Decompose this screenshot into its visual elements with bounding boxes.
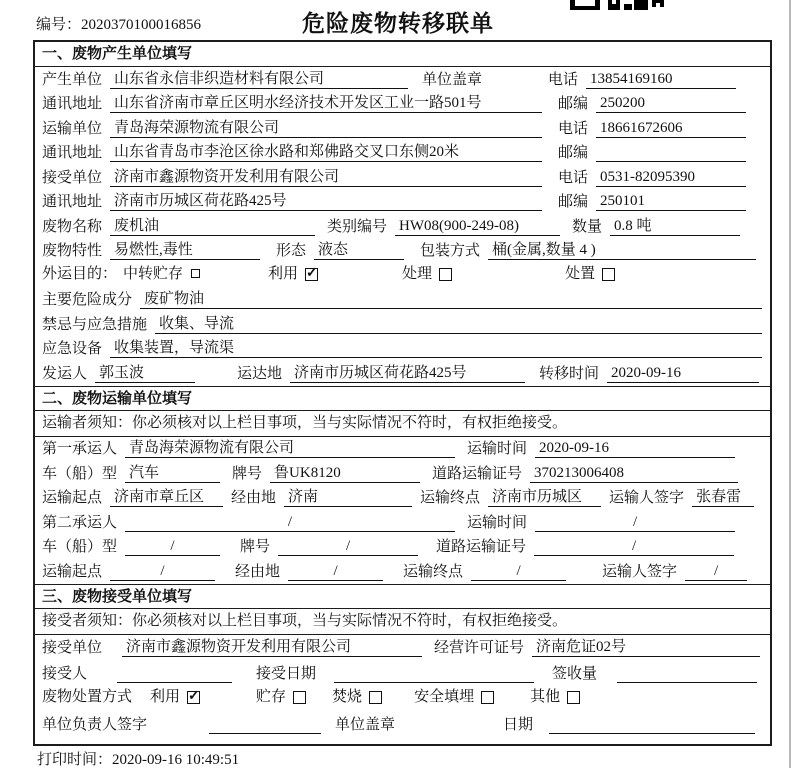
plate1-value: 鲁UK8120 bbox=[270, 464, 420, 483]
quantity-label: 数量 bbox=[572, 218, 603, 235]
producer-label: 产生单位 bbox=[42, 71, 103, 88]
waste-name-label: 废物名称 bbox=[42, 218, 103, 235]
phone1-label: 电话 bbox=[548, 71, 579, 88]
phone3-label: 电话 bbox=[558, 169, 589, 186]
disposal-label: 废物处置方式 bbox=[42, 688, 133, 705]
via2-value: / bbox=[288, 562, 383, 581]
category-value: HW08(900-249-08) bbox=[395, 217, 560, 236]
vehicle1-value: 汽车 bbox=[125, 464, 220, 483]
accept-unit-value: 济南市鑫源物资开发利用有限公司 bbox=[122, 638, 422, 657]
disposal-option-store-label: 贮存 bbox=[256, 688, 287, 705]
checkbox-unchecked-icon bbox=[293, 691, 306, 704]
phone1-value: 13854169160 bbox=[586, 70, 736, 89]
disposal-option-incinerate-label: 焚烧 bbox=[332, 688, 363, 705]
purpose-label: 外运目的： bbox=[42, 265, 118, 282]
origin1-label: 运输起点 bbox=[42, 490, 103, 506]
quantity-value: 0.8 吨 bbox=[610, 217, 740, 236]
transport-purpose-row bbox=[35, 263, 770, 288]
unit-seal2-label: 单位盖章 bbox=[335, 716, 396, 733]
responsible-sign-label: 单位负责人签字 bbox=[42, 716, 148, 733]
shipper-row bbox=[35, 361, 770, 386]
vehicle2-row bbox=[35, 535, 770, 560]
receiver-address-row bbox=[35, 190, 770, 215]
sign1-value: 张春雷 bbox=[692, 488, 754, 507]
disposal-method-row bbox=[35, 686, 770, 712]
license2-value: / bbox=[534, 537, 734, 556]
sign1-label: 运输人签字 bbox=[609, 490, 685, 506]
second-carrier-row bbox=[35, 510, 770, 535]
vehicle2-value: / bbox=[125, 537, 220, 556]
receiver-label: 接受单位 bbox=[42, 169, 103, 186]
plate2-label: 牌号 bbox=[240, 539, 271, 555]
producer-value: 山东省永信非织造材料有限公司 bbox=[110, 70, 408, 89]
purpose-option-storage-label: 中转贮存 bbox=[123, 265, 184, 282]
addr1-label: 通讯地址 bbox=[42, 96, 103, 112]
acceptor-row bbox=[35, 660, 770, 686]
end2-label: 运输终点 bbox=[403, 563, 464, 580]
hazard-value: 废矿物油 bbox=[140, 290, 762, 309]
transporter-value: 青岛海荣源物流有限公司 bbox=[110, 119, 542, 138]
addr2-label: 通讯地址 bbox=[42, 145, 103, 161]
route1-row bbox=[35, 486, 770, 511]
zip3-value: 250101 bbox=[596, 192, 746, 211]
disposal-option-utilize-label: 利用 bbox=[150, 688, 181, 705]
accept-unit-label: 接受单位 bbox=[42, 640, 103, 656]
zip2-value bbox=[596, 143, 746, 162]
sign2-value: / bbox=[685, 562, 747, 581]
shipper-label: 发运人 bbox=[42, 365, 88, 382]
zip2-label: 邮编 bbox=[558, 145, 589, 161]
addr2-value: 山东省青岛市李沧区徐水路和郑佛路交叉口东侧20米 bbox=[110, 143, 542, 162]
checkbox-checked-icon bbox=[187, 691, 200, 704]
phone2-value: 18661672606 bbox=[596, 119, 746, 138]
transporter-row bbox=[35, 116, 770, 141]
vehicle1-row bbox=[35, 461, 770, 486]
accept-unit-row bbox=[35, 635, 770, 661]
packaging-label: 包装方式 bbox=[420, 243, 481, 259]
permit-label: 经营许可证号 bbox=[434, 640, 525, 656]
received-qty-value bbox=[617, 664, 757, 683]
end2-value: / bbox=[471, 562, 566, 581]
checkbox-checked-icon bbox=[305, 268, 318, 281]
form-value: 液态 bbox=[314, 241, 404, 260]
origin2-value: / bbox=[110, 562, 215, 581]
unit-seal-label: 单位盖章 bbox=[422, 71, 483, 88]
vehicle2-label: 车（船）型 bbox=[42, 539, 118, 555]
purpose-option-utilize-label: 利用 bbox=[268, 265, 299, 282]
print-time-label: 打印时间： bbox=[37, 752, 113, 768]
producer-address-row bbox=[35, 92, 770, 117]
origin2-label: 运输起点 bbox=[42, 563, 103, 580]
section2-body bbox=[35, 411, 770, 584]
responsible-sign-value bbox=[209, 715, 321, 734]
time1-value: 2020-09-16 bbox=[535, 439, 735, 458]
permit-value: 济南危证02号 bbox=[532, 638, 760, 657]
received-qty-label: 签收量 bbox=[552, 665, 598, 682]
sign2-label: 运输人签字 bbox=[602, 563, 678, 580]
print-time bbox=[37, 748, 239, 768]
waste-name-value: 废机油 bbox=[110, 217, 315, 236]
zip1-value: 250200 bbox=[596, 94, 746, 113]
checkbox-unchecked-icon bbox=[602, 268, 615, 281]
waste-characteristics-row bbox=[35, 239, 770, 264]
accept-date-label: 接受日期 bbox=[256, 665, 317, 682]
zip3-label: 邮编 bbox=[558, 194, 589, 210]
checkbox-unchecked-icon bbox=[439, 268, 452, 281]
date-label: 日期 bbox=[503, 716, 534, 733]
section3-body bbox=[35, 609, 770, 737]
packaging-value: 桶(金属,数量 4 ) bbox=[488, 241, 756, 260]
equipment-value: 收集装置，导流渠 bbox=[110, 339, 762, 358]
doc-number-label: 编号： bbox=[36, 17, 82, 33]
hazard-label: 主要危险成分 bbox=[42, 292, 133, 308]
doc-number-value: 2020370100016856 bbox=[81, 17, 202, 33]
receiver-value: 济南市鑫源物资开发利用有限公司 bbox=[110, 168, 542, 187]
producer-row bbox=[35, 67, 770, 92]
carrier2-value: / bbox=[125, 513, 455, 532]
characteristics-value: 易燃性,毒性 bbox=[110, 241, 260, 260]
category-label: 类别编号 bbox=[327, 218, 388, 235]
transfer-time-value: 2020-09-16 bbox=[607, 364, 759, 383]
receiver-row bbox=[35, 165, 770, 190]
phone3-value: 0531-82095390 bbox=[596, 168, 746, 187]
license1-value: 370213006408 bbox=[530, 464, 738, 483]
contraindication-value: 收集、导流 bbox=[155, 315, 762, 334]
section1-title: 一、废物产生单位填写 bbox=[35, 42, 770, 67]
via1-label: 经由地 bbox=[231, 490, 277, 506]
shipper-value: 郭玉波 bbox=[95, 364, 195, 383]
form-label: 形态 bbox=[276, 243, 307, 259]
section1-body bbox=[35, 67, 770, 386]
via1-value: 济南 bbox=[284, 488, 412, 507]
checkbox-unchecked-icon bbox=[369, 691, 382, 704]
page-title: 危险废物转移联单 bbox=[302, 11, 494, 36]
purpose-option-treat-label: 处理 bbox=[402, 265, 433, 282]
acceptor-value bbox=[117, 664, 232, 683]
addr3-value: 济南市历城区荷花路425号 bbox=[110, 192, 542, 211]
time2-value: / bbox=[535, 513, 735, 532]
transfer-time-label: 转移时间 bbox=[539, 365, 600, 382]
end1-value: 济南市历城区 bbox=[488, 488, 601, 507]
characteristics-label: 废物特性 bbox=[42, 243, 103, 259]
zip1-label: 邮编 bbox=[558, 96, 589, 112]
section3-title: 三、废物接受单位填写 bbox=[35, 584, 770, 609]
addr3-label: 通讯地址 bbox=[42, 194, 103, 210]
transporter-notice: 运输者须知：你必须核对以上栏目事项，当与实际情况不符时，有权拒绝接受。 bbox=[35, 411, 770, 437]
destination-value: 济南市历城区荷花路425号 bbox=[290, 364, 525, 383]
time1-label: 运输时间 bbox=[467, 441, 528, 457]
destination-label: 运达地 bbox=[237, 365, 283, 382]
plate1-label: 牌号 bbox=[232, 465, 263, 482]
receiver-notice: 接受者须知：你必须核对以上栏目事项，当与实际情况不符时，有权拒绝接受。 bbox=[35, 609, 770, 635]
disposal-option-other-label: 其他 bbox=[530, 688, 561, 705]
qr-code-fragment-icon bbox=[570, 0, 666, 11]
contraindication-row bbox=[35, 312, 770, 337]
section2-title: 二、废物运输单位填写 bbox=[35, 386, 770, 411]
addr1-value: 山东省济南市章丘区明水经济技术开发区工业一路501号 bbox=[110, 94, 542, 113]
transporter-address-row bbox=[35, 141, 770, 166]
responsible-sign-row bbox=[35, 711, 770, 737]
license1-label: 道路运输证号 bbox=[432, 465, 523, 482]
phone2-label: 电话 bbox=[558, 120, 589, 137]
checkbox-unchecked-icon bbox=[191, 269, 200, 278]
checkbox-unchecked-icon bbox=[481, 691, 494, 704]
accept-date-value bbox=[334, 664, 534, 683]
license2-label: 道路运输证号 bbox=[436, 539, 527, 555]
route2-row bbox=[35, 559, 770, 584]
carrier2-label: 第二承运人 bbox=[42, 514, 118, 531]
checkbox-unchecked-icon bbox=[567, 691, 580, 704]
hazard-components-row bbox=[35, 288, 770, 313]
carrier1-label: 第一承运人 bbox=[42, 441, 118, 457]
date-value bbox=[549, 715, 755, 734]
via2-label: 经由地 bbox=[235, 563, 281, 580]
time2-label: 运输时间 bbox=[467, 514, 528, 531]
transfer-form-table bbox=[33, 40, 772, 746]
carrier1-value: 青岛海荣源物流有限公司 bbox=[125, 439, 455, 458]
equipment-label: 应急设备 bbox=[42, 341, 103, 357]
acceptor-label: 接受人 bbox=[42, 665, 88, 682]
vehicle1-label: 车（船）型 bbox=[42, 465, 118, 482]
scan-edge-artifact bbox=[789, 0, 791, 768]
origin1-value: 济南市章丘区 bbox=[110, 488, 223, 507]
transporter-label: 运输单位 bbox=[42, 120, 103, 137]
purpose-option-dispose-label: 处置 bbox=[565, 265, 596, 282]
waste-name-row bbox=[35, 214, 770, 239]
print-time-value: 2020-09-16 10:49:51 bbox=[112, 752, 240, 768]
end1-label: 运输终点 bbox=[420, 490, 481, 506]
first-carrier-row bbox=[35, 437, 770, 462]
plate2-value: / bbox=[278, 537, 418, 556]
contraindication-label: 禁忌与应急措施 bbox=[42, 316, 148, 333]
disposal-option-landfill-label: 安全填埋 bbox=[414, 688, 475, 705]
emergency-equipment-row bbox=[35, 337, 770, 362]
